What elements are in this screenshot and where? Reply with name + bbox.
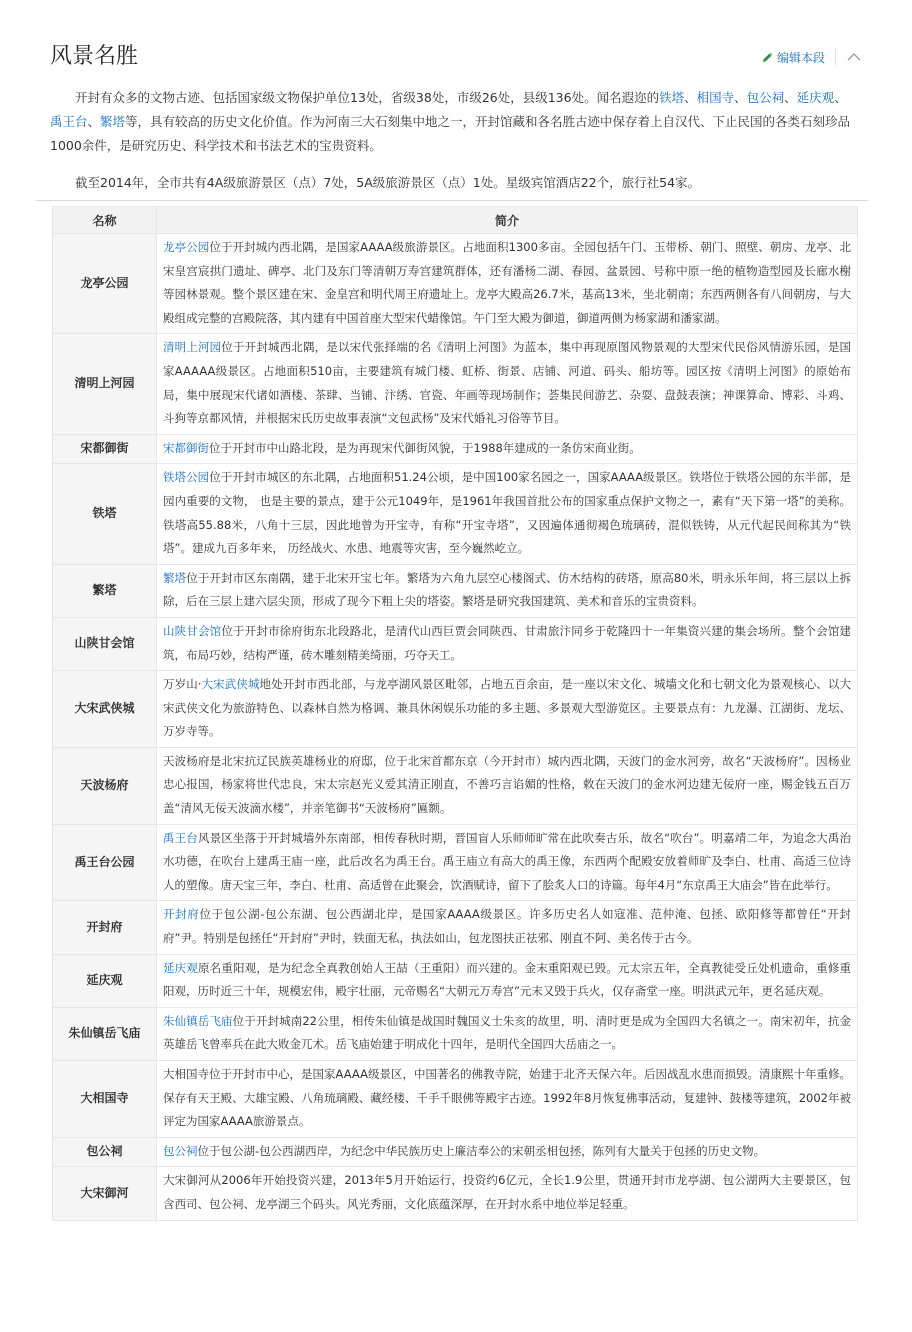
spot-text: 天波杨府是北宋抗辽民族英雄杨业的府邸，位于北宋首都东京（今开封市）城内西北隅，天波门的金水河旁，故名“天波杨府”。因杨业忠心报国，杨家将世代忠良，宋太宗赵光义爱其清正刚直，不善巧言谄媚的性格，敕在天波门的金水河边建无佞府一座，赐金钱五百万盖“清风无佞天波滴水楼”，并亲笔御书“天波杨府”匾额。 [163, 753, 851, 816]
spot-name: 繁塔 [53, 564, 157, 617]
spot-link[interactable]: 延庆观 [163, 960, 198, 975]
spot-text: 位于开封市徐府街东北段路北，是清代山西巨贾会同陕西、甘肃旅汴同乡于乾隆四十一年集资兴建的集会场所。整个会馆建筑，布局巧妙，结构严谨，砖木雕刻精美绮丽，巧夺天工。 [163, 623, 852, 662]
spot-description [157, 1007, 858, 1060]
spot-description [157, 564, 858, 617]
spot-description [157, 954, 858, 1007]
table-row [53, 464, 858, 564]
intro-link[interactable]: 铁塔 [659, 90, 685, 105]
intro-separator: 、 [684, 90, 697, 105]
spot-description [157, 617, 858, 670]
intro-paragraph-1 [50, 86, 858, 158]
spot-text: 位于开封城西北隅，是以宋代张择端的名《清明上河图》为蓝本，集中再现原图风物景观的大型宋代民俗风情游乐园，是国家AAAAA级景区。占地面积510亩，主要建筑有城门楼、虹桥、街景、店铺、河道、码头、船坊等。园区按《清明上河图》的原始布局，集中展现宋代诸如酒楼、茶肆、当铺、汴绣、官瓷、年画等现场制作；荟集民间游艺、杂耍、盘鼓表演；神课算命、博彩、斗鸡、斗狗等京都风情，并根据宋氏历史故事表演“文包武杨”及宋代婚礼习俗等节目。 [163, 340, 852, 426]
spot-link[interactable]: 开封府 [163, 907, 200, 922]
table-header-row [53, 207, 858, 234]
table-row [53, 747, 858, 824]
intro-separator: 、 [784, 90, 797, 105]
spot-link[interactable]: 清明上河园 [163, 340, 222, 355]
header-actions [762, 46, 862, 68]
intro-text: 开封有众多的文物古迹、包括国家级文物保护单位13处，省级38处，市级26处，县级136处。闻名遐迩的 [75, 90, 660, 105]
intro-link[interactable]: 延庆观 [796, 90, 835, 105]
spot-description [157, 434, 858, 464]
spot-description [157, 901, 858, 954]
spot-description [157, 464, 858, 564]
spot-name: 清明上河园 [53, 334, 157, 434]
spot-text: 位于开封城内西北隅，是国家AAAA级旅游景区。占地面积1300多亩。全园包括午门、玉带桥、朝门、照壁、朝房、龙亭、北宋皇宫宸拱门遗址、碑亭、北门及东门等清朝万寿宫建筑群体，还有潘杨二湖、春园、盆景园、号称中原一绝的植物造型园及长廊水榭等园林景观。整个景区建在宋、金皇宫和明代周王府遗址上。龙亭大殿高26.7米，基高13米，坐北朝南；东西两侧各有八间朝房，与大殿组成完整的宫殿院落，其内建有中国首座大型宋代蜡像馆。午门至大殿为御道，御道两侧为杨家湖和潘家湖。 [163, 240, 851, 325]
spot-text: 位于包公湖-包公东湖、包公西湖北岸，是国家AAAA级景区。许多历史名人如寇准、范仲淹、包拯、欧阳修等都曾任“开封府”尹。特别是包拯任“开封府”尹时，铁面无私，执法如山，包龙图扶正祛邪、刚直不阿、美名传于古今。 [163, 907, 852, 946]
spot-text: 风景区坐落于开封城墙外东南部，相传春秋时期，晋国盲人乐师师旷常在此吹奏古乐，故名“吹台”。明嘉靖二年，为追念大禹治水功德，在吹台上建禹王庙一座，此后改名为禹王台。禹王庙立有高大的禹王像，东西两个配殿安放着师旷及李白、杜甫、高适三位诗人的塑像。唐天宝三年，李白、杜甫、高适曾在此聚会，饮酒赋诗，留下了脍炙人口的诗篇。每年4月“东京禹王大庙会”皆在此举行。 [163, 830, 851, 892]
table-row [53, 824, 858, 901]
spot-description [157, 1137, 858, 1167]
section-divider [36, 200, 868, 201]
spot-name: 天波杨府 [53, 747, 157, 824]
collapse-button[interactable] [846, 49, 862, 65]
table-row [53, 334, 858, 434]
intro-link[interactable]: 禹王台 [50, 114, 88, 129]
spot-description [157, 747, 858, 824]
spot-link[interactable]: 大宋武侠城 [201, 677, 260, 692]
scenic-spots-table [52, 206, 858, 1221]
table-row [53, 1167, 858, 1220]
spot-description [157, 1167, 858, 1220]
table-row [53, 234, 858, 334]
pencil-icon [762, 51, 774, 63]
spot-name: 朱仙镇岳飞庙 [53, 1007, 157, 1060]
intro-link[interactable]: 包公祠 [746, 90, 785, 105]
spot-text: 位于开封市城区的东北隅，占地面积51.24公顷，是中国100家名园之一，国家AAAA级景区。铁塔位于铁塔公园的东半部，是园内重要的文物， 也是主要的景点，建于公元1049年，是1961年我国首批公布的国家重点保护文物之一，素有“天下第一塔”的美称。铁塔高55.88米，八角十三层，因此地曾为开宝寺，有称“开宝寺塔”，又因遍体通彻褐色琉璃砖，混似铁铸，从元代起民间称其为“铁塔”。建成九百多年来， 历经战火、水患、地震等灾害，至今巍然屹立。 [163, 470, 852, 556]
spot-text: 原名重阳观，是为纪念全真教创始人王喆（王重阳）而兴建的。金末重阳观已毁。元太宗五年，全真教徒受丘处机遗命，重修重阳观，历时近三十年，规模宏伟，殿宇壮丽，元帝赐名“大朝元万寿宫”元末又毁于兵火，仅存斋堂一座。明洪武元年，更名延庆观。 [163, 960, 852, 999]
spot-name: 禹王台公园 [53, 824, 157, 901]
spot-name: 铁塔 [53, 464, 157, 564]
spot-name: 宋都御街 [53, 434, 157, 464]
spot-name: 大相国寺 [53, 1061, 157, 1138]
spot-link[interactable]: 朱仙镇岳飞庙 [163, 1013, 233, 1028]
spot-link[interactable]: 龙亭公园 [163, 240, 210, 254]
table-row [53, 1137, 858, 1167]
spot-name: 大宋武侠城 [53, 671, 157, 748]
spot-text: 位于开封市中山路北段，是为再现宋代御街风貌，于1988年建成的一条仿宋商业街。 [209, 440, 641, 455]
intro-separator: 、 [834, 90, 847, 105]
spot-text: 大相国寺位于开封市中心，是国家AAAA级景区，中国著名的佛教寺院，始建于北齐天保六年。后因战乱水患而损毁。清康熙十年重修。保存有天王殿、大雄宝殿、八角琉璃殿、藏经楼、千手千眼佛等殿宇古迹。1992年8月恢复佛事活动，复建钟、鼓楼等建筑，2002年被评定为国家AAAA旅游景点。 [163, 1067, 851, 1129]
spot-name: 大宋御河 [53, 1167, 157, 1220]
spot-prefix: 万岁山· [163, 677, 202, 692]
intro-separator: 、 [734, 90, 747, 105]
intro-link[interactable]: 相国寺 [696, 90, 735, 105]
spot-description [157, 671, 858, 748]
spot-text: 位于包公湖-包公西湖西岸，为纪念中华民族历史上廉洁奉公的宋朝丞相包拯，陈列有大量关于包拯的历史文物。 [197, 1143, 766, 1158]
intro-link[interactable]: 繁塔 [100, 114, 126, 129]
spot-name: 龙亭公园 [53, 234, 157, 334]
edit-section-label: 编辑本段 [776, 50, 825, 65]
table-body [53, 234, 858, 1221]
table-row [53, 564, 858, 617]
header-divider [835, 49, 836, 65]
intro-paragraph-2: 截至2014年，全市共有4A级旅游景区（点）7处，5A级旅游景区（点）1处。星级宾馆酒店22个，旅行社54家。 [75, 175, 701, 190]
table-row [53, 434, 858, 464]
spot-text: 位于开封市区东南隅，建于北宋开宝七年。繁塔为六角九层空心楼阁式、仿木结构的砖塔，原高80米，明永乐年间，将三层以上拆除，后在三层上建六层尖顶，形成了现今下粗上尖的塔姿。繁塔是研究我国建筑、美术和音乐的宝贵资料。 [163, 570, 852, 609]
table-row [53, 1061, 858, 1138]
column-header-intro: 简介 [157, 207, 858, 234]
table-row [53, 954, 858, 1007]
spot-link[interactable]: 禹王台 [163, 830, 198, 845]
spot-description [157, 334, 858, 434]
intro-separator: 、 [87, 114, 101, 129]
table-row [53, 617, 858, 670]
section-header [50, 42, 862, 76]
column-header-name: 名称 [53, 207, 157, 234]
edit-section-button[interactable] [762, 49, 825, 66]
table-row [53, 671, 858, 748]
chevron-up-icon [847, 52, 861, 62]
table-row [53, 901, 858, 954]
spot-text: 地处开封市西北部，与龙亭湖风景区毗邻，占地五百余亩，是一座以宋文化、城墙文化和七朝文化为景观核心、以大宋武侠文化为旅游特色、以森林自然为格调、兼具休闲娱乐功能的多主题、多景观大型游览区。主要景点有：九龙瀑、江湖街、龙坛、万岁寺等。 [163, 677, 851, 739]
spot-link[interactable]: 山陕甘会馆 [163, 623, 222, 638]
spot-name: 延庆观 [53, 954, 157, 1007]
spot-name: 包公祠 [53, 1137, 157, 1167]
spot-link[interactable]: 铁塔公园 [163, 470, 210, 485]
spot-link[interactable]: 宋都御街 [163, 440, 209, 455]
spot-description [157, 234, 858, 334]
spot-link[interactable]: 包公祠 [163, 1143, 198, 1158]
spot-description [157, 1061, 858, 1138]
table-row [53, 1007, 858, 1060]
page-title: 风景名胜 [50, 44, 139, 69]
spot-text: 位于开封城南22公里，相传朱仙镇是战国时魏国义士朱亥的故里，明、清时更是成为全国四大名镇之一。南宋初年，抗金英雄岳飞曾率兵在此大败金兀术。岳飞庙始建于明成化十四年，是明代全国四大岳庙之一。 [163, 1013, 852, 1052]
spot-link[interactable]: 繁塔 [163, 570, 187, 585]
intro-text: 等，具有较高的历史文化价值。作为河南三大石刻集中地之一，开封馆藏和各名胜古迹中保存着上自汉代、下止民国的各类石刻珍品1000余件，是研究历史、科学技术和书法艺术的宝贵资料。 [50, 114, 851, 153]
spot-text: 大宋御河从2006年开始投资兴建，2013年5月开始运行，投资约6亿元，全长1.9公里，贯通开封市龙亭湖、包公湖两大主要景区，包含西司、包公祠、龙亭湖三个码头。风光秀丽，文化底蕴深厚，在开封水系中地位举足轻重。 [163, 1173, 851, 1211]
spot-name: 开封府 [53, 901, 157, 954]
spot-name: 山陕甘会馆 [53, 617, 157, 670]
spot-description [157, 824, 858, 901]
